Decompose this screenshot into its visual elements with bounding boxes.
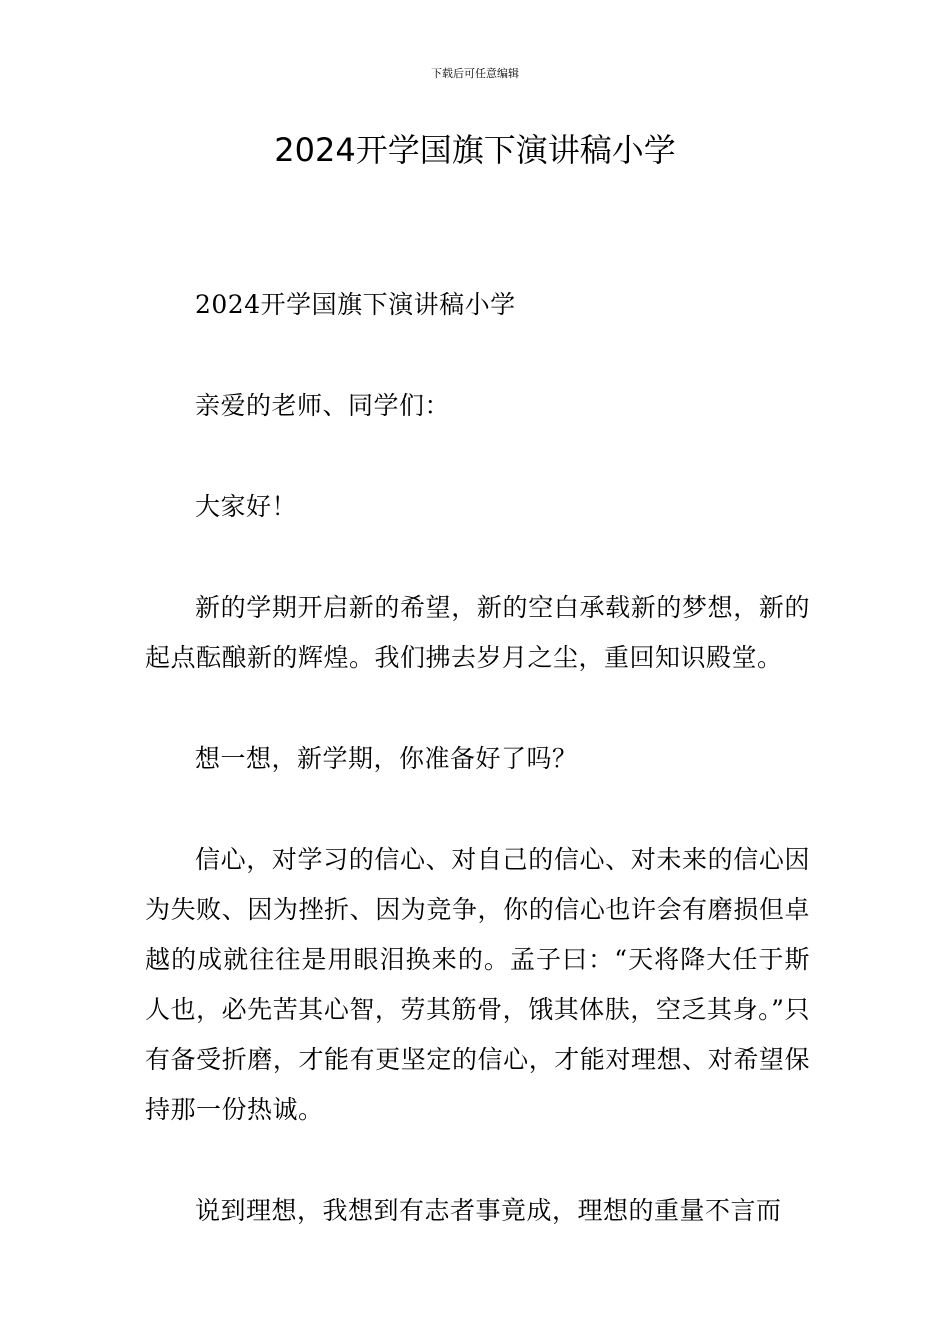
paragraph-salutation: 亲爱的老师、同学们：: [195, 391, 451, 420]
paragraph-confidence: 信心，对学习的信心、对自己的信心、对未来的信心因为失败、因为挫折、因为竞争，你的信心也许会有磨损但卓越的成就往往是用眼泪换来的。孟子曰：“天将降大任于斯人也，必先苦其心智，劳其筋骨，饿其体肤，空乏其身。”只有备受折磨，才能有更坚定的信心，才能对理想、对希望保持那一份热诚。: [145, 845, 810, 1124]
header-note: 下载后可任意编辑: [431, 67, 519, 80]
page-title: 2024开学国旗下演讲稿小学: [274, 131, 676, 169]
paragraph-ideal: 说到理想，我想到有志者事竟成，理想的重量不言而: [195, 1196, 782, 1225]
paragraph-subtitle: 2024开学国旗下演讲稿小学: [195, 290, 516, 319]
paragraph-question: 想一想，新学期，你准备好了吗？: [195, 744, 578, 773]
paragraph-greeting: 大家好！: [195, 492, 298, 521]
paragraph-new-semester: 新的学期开启新的希望，新的空白承载新的梦想，新的起点酝酿新的辉煌。我们拂去岁月之尘，重回知识殿堂。: [145, 593, 810, 672]
document-body: [145, 280, 810, 1287]
